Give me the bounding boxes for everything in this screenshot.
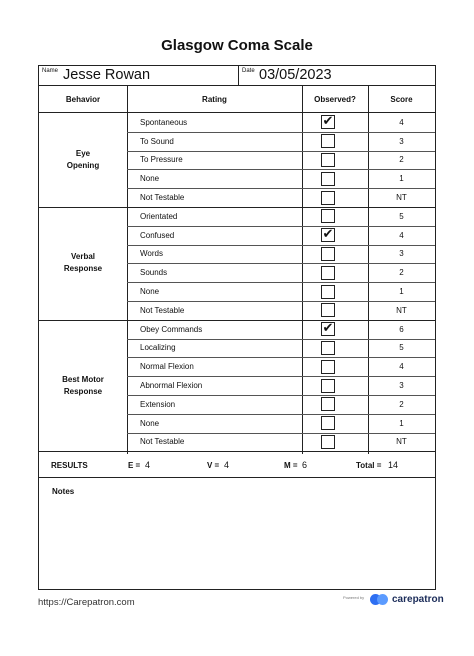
rating-label: To Sound [140,136,174,146]
observed-checkbox[interactable] [321,228,335,242]
score-value: 4 [399,117,404,127]
observed-checkbox[interactable] [321,416,335,430]
observed-checkbox[interactable] [321,322,335,336]
observed-checkbox[interactable] [321,209,335,223]
score-value: 1 [399,287,404,297]
group-label [39,207,127,320]
rating-label: Abnormal Flexion [140,381,203,391]
column-divider [302,86,303,454]
gcs-form [38,65,436,590]
rating-label: Not Testable [140,193,185,203]
observed-checkbox[interactable] [321,360,335,374]
group-divider [39,451,435,452]
observed-checkbox[interactable] [321,153,335,167]
observed-checkbox[interactable] [321,303,335,317]
rating-label: Confused [140,230,175,240]
results-label: RESULTS [51,461,88,470]
results-v-label: V = [207,461,220,470]
observed-checkbox[interactable] [321,266,335,280]
name-label: Name [42,68,59,74]
score-value: NT [396,437,407,447]
group-label [39,113,127,207]
group-label-line1: Best Motor [62,374,104,384]
observed-checkbox[interactable] [321,397,335,411]
patient-info-row [39,66,435,86]
score-value: 1 [399,174,404,184]
check-mark-icon: ✔ [322,227,334,243]
score-value: 3 [399,249,404,259]
rating-label: Not Testable [140,437,185,447]
group-label-line2: Response [63,386,103,396]
rating-label: Extension [140,399,176,409]
score-value: 5 [399,211,404,221]
name-field[interactable] [39,66,239,85]
observed-checkbox[interactable] [321,285,335,299]
results-v-value: 4 [224,460,230,470]
rating-label: None [140,418,160,428]
rating-label: Not Testable [140,305,185,315]
results-total-value: 14 [388,460,399,470]
results-e-value: 4 [145,460,151,470]
score-value: NT [396,305,407,315]
score-value: 3 [399,136,404,146]
score-value: 5 [399,343,404,353]
powered-by-text: Powered by [343,595,365,600]
column-divider [127,86,128,454]
brand-name: carepatron [392,593,444,605]
carepatron-logo-icon [370,593,390,605]
score-value: 3 [399,381,404,391]
results-e-label: E = [128,461,141,470]
rating-label: Normal Flexion [140,362,194,372]
rating-label: Obey Commands [140,324,203,334]
rating-label: Words [140,249,163,259]
results-row [39,454,435,478]
group-label-line1: Eye [75,149,91,158]
observed-checkbox[interactable] [321,191,335,205]
group-label [39,320,127,452]
header-observed: Observed? [302,86,368,113]
rating-label: None [140,174,160,184]
date-label: Date [242,68,255,74]
name-value: Jesse Rowan [63,67,151,83]
observed-checkbox[interactable] [321,115,335,129]
footer-link[interactable]: https://Carepatron.com [38,597,135,608]
observed-checkbox[interactable] [321,379,335,393]
observed-checkbox[interactable] [321,435,335,449]
observed-checkbox[interactable] [321,172,335,186]
observed-checkbox[interactable] [321,247,335,261]
score-value: 4 [399,362,404,372]
results-m-label: M = [284,461,298,470]
rating-label: Spontaneous [140,117,188,127]
rating-label: Orientated [140,211,178,221]
date-value: 03/05/2023 [259,67,332,83]
check-mark-icon: ✔ [322,114,334,130]
score-value: 1 [399,418,404,428]
score-value: 2 [399,399,404,409]
results-m-value: 6 [302,460,308,470]
group-label-line2: Response [63,264,103,274]
score-value: 2 [399,155,404,165]
observed-checkbox[interactable] [321,341,335,355]
observed-checkbox[interactable] [321,134,335,148]
score-value: 4 [399,230,404,240]
rating-label: Sounds [140,268,168,278]
header-score: Score [368,86,435,113]
rating-label: None [140,287,160,297]
carepatron-logo [370,593,444,605]
group-label-line1: Verbal [70,252,95,262]
check-mark-icon: ✔ [322,321,334,337]
score-value: NT [396,193,407,203]
header-rating: Rating [127,86,302,113]
group-label-line2: Opening [66,161,100,170]
rating-label: To Pressure [140,155,183,165]
rating-label: Localizing [140,343,176,353]
date-field[interactable] [239,66,435,85]
notes-label: Notes [52,487,75,496]
header-behavior: Behavior [39,86,127,113]
page-title: Glasgow Coma Scale [161,37,313,54]
score-value: 2 [399,268,404,278]
score-value: 6 [399,324,404,334]
results-total-label: Total = [356,461,382,470]
